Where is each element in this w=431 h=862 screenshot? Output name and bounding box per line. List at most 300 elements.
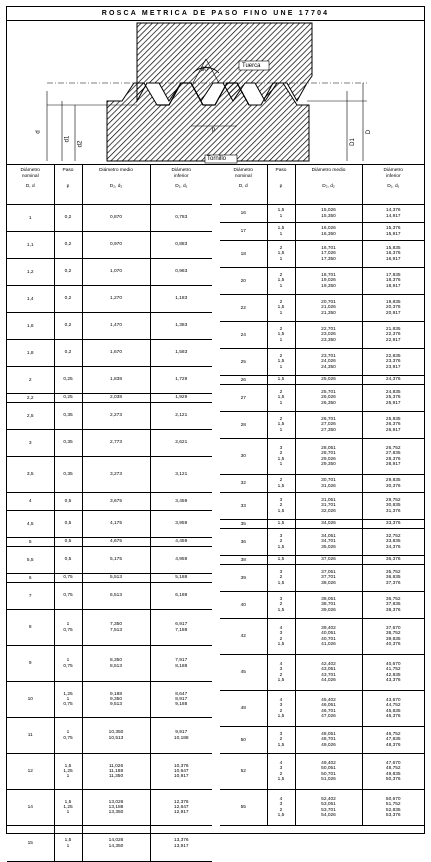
nominal-diameter-cell: 28 [220,412,267,439]
cell-value: 1,5 [64,763,72,769]
header-text: nominal [234,174,252,179]
nominal-diameter-cell: 7 [7,583,54,610]
cell-value: 19,026 [321,278,336,284]
table-row [220,565,424,592]
nominal-diameter-cell: 2,5 [7,403,54,430]
cell-value: 3 [279,570,283,576]
cell-value: 13,350 [108,810,124,816]
cell-value: 9,917 [175,730,188,736]
cell-value: 9,350 [109,696,122,702]
minor-diameter-cell [362,205,424,223]
cell-value: 10,376 [173,763,189,769]
cell-value: 22,835 [385,354,401,360]
pitch-cell [267,655,295,691]
cell-value: 13,026 [108,799,124,805]
mean-diameter-cell [82,511,150,538]
cell-value: 1,5 [277,305,285,311]
angle-label: 60° [201,67,211,73]
header-text: inferior [385,174,401,179]
cell-value: 1,270 [109,296,122,302]
mean-diameter-cell [295,295,362,322]
minor-diameter-cell [150,754,212,790]
minor-diameter-cell [362,349,424,376]
cell-value: 44,026 [321,677,336,683]
cell-value: 46,752 [385,732,401,738]
cell-value: 3 [279,667,283,673]
cell-value: 4,675 [109,539,122,545]
minor-diameter-cell [150,610,212,646]
cell-value: 11,188 [108,768,124,774]
label-p: p [212,127,216,133]
cell-value: 21,835 [385,327,401,333]
nominal-diameter-cell: 17 [220,223,267,241]
cell-value: 2 [279,417,283,423]
minor-diameter-cell [362,295,424,322]
cell-value: 8,513 [109,663,122,669]
cell-value: 12,917 [173,810,189,816]
mean-diameter-cell [295,241,362,268]
header-text: D₁, d₁ [175,184,188,189]
label-D: D [366,129,373,135]
cell-value: 3 [279,703,283,709]
mean-diameter-cell [82,313,150,340]
mean-diameter-cell [295,475,362,493]
nominal-diameter-cell: 12 [7,754,54,790]
cell-value: 34,701 [321,539,336,545]
cell-value: 2 [279,273,283,279]
table-row [220,385,424,412]
cell-value: 25,026 [321,377,336,383]
cell-value: 44,752 [385,703,401,709]
nominal-diameter-cell: 38 [220,556,267,565]
cell-value: 25,376 [385,395,401,401]
nominal-diameter-cell: 42 [220,619,267,655]
header-text: Diámetro medio [99,168,133,173]
minor-diameter-cell [362,790,424,826]
table-row [7,826,212,862]
table-row [7,754,212,790]
table-row [7,790,212,826]
cell-value: 1,5 [277,332,285,338]
cell-value: 3,675 [109,498,122,504]
cell-value: 1,25 [63,768,73,774]
minor-diameter-cell [362,439,424,475]
cell-value: 10,647 [173,768,189,774]
pitch-cell [267,475,295,493]
mean-diameter-cell [82,574,150,583]
minor-diameter-cell [150,583,212,610]
cell-value: 37,835 [385,602,401,608]
cell-value: 40,051 [321,631,336,637]
pitch-cell [267,241,295,268]
cell-value: 46,051 [321,703,336,709]
cell-value: 27,835 [385,451,401,457]
cell-value: 2 [279,807,283,813]
cell-value: 2 [279,503,283,509]
nominal-diameter-cell: 36 [220,529,267,556]
pitch-cell [267,592,295,619]
cell-value: 49,835 [385,771,401,777]
mean-diameter-cell [82,790,150,826]
cell-value: 2 [279,390,283,396]
header-text: Diámetro [233,168,253,173]
cell-value: 22,917 [385,337,401,343]
cell-value: 9,188 [109,691,122,697]
pitch-cell [54,718,82,754]
table-row [7,205,212,232]
cell-value: 51,752 [385,802,401,808]
mean-diameter-cell [82,754,150,790]
cell-value: 28,051 [321,446,336,452]
cell-value: 53,701 [321,807,336,813]
cell-value: 50,701 [321,771,336,777]
cell-value: 48,376 [385,742,401,748]
nominal-diameter-cell: 10 [7,682,54,718]
cell-value: 1,5 [277,557,285,563]
cell-value: 40,670 [385,662,401,668]
cell-value: 1,383 [175,323,188,329]
nominal-diameter-cell: 20 [220,268,267,295]
cell-value: 16,376 [385,251,401,257]
nominal-diameter-cell: 2,2 [7,394,54,403]
nominal-diameter-cell: 4,5 [7,511,54,538]
table-row [220,493,424,520]
minor-diameter-cell [362,727,424,754]
cell-value: 23,350 [321,337,336,343]
cell-value: 52,835 [385,807,401,813]
nominal-diameter-cell: 33 [220,493,267,520]
cell-value: 6,513 [109,593,122,599]
nominal-diameter-cell: 15 [7,826,54,862]
minor-diameter-cell [150,547,212,574]
cell-value: 2 [279,327,283,333]
label-d: d [35,130,42,134]
label-D1: D1 [349,138,356,146]
cell-value: 38,026 [321,580,336,586]
cell-value: 23,701 [321,354,336,360]
cell-value: 38,376 [385,607,401,613]
pitch-cell [54,259,82,286]
cell-value: 0,5 [64,557,72,563]
cell-value: 20,917 [385,310,401,316]
table-row [7,430,212,457]
mean-diameter-cell [295,754,362,790]
cell-value: 49,026 [321,742,336,748]
nominal-diameter-cell: 4 [7,493,54,511]
table-row [7,340,212,367]
nominal-diameter-cell: 52 [220,754,267,790]
mean-diameter-cell [295,322,362,349]
thread-profile-diagram [7,21,424,165]
table-row [220,376,424,385]
mean-diameter-cell [295,565,362,592]
pitch-cell [267,268,295,295]
table-row [7,718,212,754]
cell-value: 1 [66,658,70,664]
nominal-diameter-cell: 26 [220,376,267,385]
pitch-cell [54,340,82,367]
cell-value: 1,729 [175,377,188,383]
table-row [7,232,212,259]
pitch-cell [267,565,295,592]
cell-value: 2,273 [109,413,122,419]
minor-diameter-cell [150,457,212,493]
minor-diameter-cell [362,691,424,727]
mean-diameter-cell [295,520,362,529]
table-row [7,286,212,313]
mean-diameter-cell [295,727,362,754]
cell-value: 26,350 [321,400,336,406]
nominal-diameter-cell: 14 [7,790,54,826]
cell-value: 50,051 [321,766,336,772]
cell-value: 32,752 [385,534,401,540]
cell-value: 1 [66,622,70,628]
cell-value: 1,5 [277,742,285,748]
cell-value: 35,752 [385,570,401,576]
minor-diameter-cell [150,826,212,862]
cell-value: 54,026 [321,812,336,818]
cell-value: 2 [279,246,283,252]
table-row [220,790,424,826]
cell-value: 1,5 [277,544,285,550]
cell-value: 2,621 [175,440,188,446]
nominal-diameter-cell: 16 [220,205,267,223]
pitch-cell [267,376,295,385]
nominal-diameter-cell: 1,6 [7,313,54,340]
minor-diameter-cell [150,259,212,286]
nominal-diameter-cell: 9 [7,646,54,682]
header-mean-diameter [295,165,362,205]
nominal-diameter-cell: 30 [220,439,267,475]
pitch-cell [54,313,82,340]
cell-value: 4 [279,797,283,803]
cell-value: 0,35 [63,440,73,446]
pitch-cell [54,511,82,538]
cell-value: 2 [279,539,283,545]
table-row [7,313,212,340]
cell-value: 53,376 [385,812,401,818]
cell-value: 1 [279,427,283,433]
cell-value: 25,701 [321,390,336,396]
cell-value: 31,026 [321,483,336,489]
nominal-diameter-cell: 1 [7,205,54,232]
cell-value: 1 [66,774,70,780]
table-row [220,691,424,727]
cell-value: 3 [279,802,283,808]
cell-value: 30,835 [385,503,401,509]
table-row [7,646,212,682]
minor-diameter-cell [362,556,424,565]
cell-value: 5,188 [175,575,188,581]
pitch-cell [267,754,295,790]
mean-diameter-cell [82,682,150,718]
header-pitch [54,165,82,205]
header-mean-diameter [82,165,150,205]
cell-value: 4 [279,698,283,704]
cell-value: 14,917 [385,213,401,219]
cell-value: 26,026 [321,395,336,401]
cell-value: 37,670 [385,626,401,632]
minor-diameter-cell [362,592,424,619]
minor-diameter-cell [150,493,212,511]
cell-value: 2 [279,451,283,457]
cell-value: 28,376 [385,456,401,462]
pitch-cell [54,790,82,826]
nominal-diameter-cell: 39 [220,565,267,592]
cell-value: 0,2 [64,242,72,248]
minor-diameter-cell [362,385,424,412]
table-row [7,610,212,646]
minor-diameter-cell [150,340,212,367]
cell-value: 1 [66,730,70,736]
pitch-cell [54,646,82,682]
table-row [220,754,424,790]
cell-value: 10,917 [173,774,189,780]
cell-value: 1,070 [109,269,122,275]
cell-value: 18,917 [385,283,401,289]
minor-diameter-cell [150,646,212,682]
cell-value: 8,188 [175,663,188,669]
cell-value: 1,5 [277,713,285,719]
pitch-cell [267,322,295,349]
header-text: Diámetro [383,168,403,173]
mean-diameter-cell [295,439,362,475]
cell-value: 28,701 [321,451,336,457]
cell-value: 7,513 [109,627,122,633]
cell-value: 1,929 [175,395,188,401]
pitch-cell [54,826,82,862]
cell-value: 1,5 [277,641,285,647]
pitch-cell [267,439,295,475]
cell-value: 37,701 [321,575,336,581]
cell-value: 3,273 [109,471,122,477]
cell-value: 1 [279,400,283,406]
cell-value: 39,026 [321,607,336,613]
cell-value: 50,376 [385,776,401,782]
cell-value: 4,959 [175,557,188,563]
cell-value: 3 [279,446,283,452]
cell-value: 1,5 [277,226,285,232]
cell-value: 5,175 [109,557,122,563]
minor-diameter-cell [362,619,424,655]
cell-value: 38,051 [321,597,336,603]
mean-diameter-cell [82,718,150,754]
cell-value: 1,5 [277,580,285,586]
minor-diameter-cell [362,322,424,349]
cell-value: 3,959 [175,521,188,527]
table-row [7,367,212,394]
minor-diameter-cell [150,790,212,826]
cell-value: 38,752 [385,631,401,637]
cell-value: 43,051 [321,667,336,673]
cell-value: 1 [279,256,283,262]
cell-value: 0,783 [175,215,188,221]
thread-profile-drawing [7,21,424,164]
cell-value: 3 [279,498,283,504]
table-row [7,394,212,403]
cell-value: 28,917 [385,461,401,467]
nominal-diameter-cell: 45 [220,655,267,691]
table-row [7,574,212,583]
cell-value: 15,917 [385,231,401,237]
cell-value: 2 [279,737,283,743]
cell-value: 29,350 [321,461,336,467]
cell-value: 1,25 [63,691,73,697]
cell-value: 29,026 [321,456,336,462]
pitch-cell [54,574,82,583]
cell-value: 16,917 [385,256,401,262]
cell-value: 1,5 [277,456,285,462]
mean-diameter-cell [82,493,150,511]
nominal-diameter-cell: 1,1 [7,232,54,259]
cell-value: 4,175 [109,521,122,527]
mean-diameter-cell [82,286,150,313]
cell-value: 49,402 [321,761,336,767]
minor-diameter-cell [362,475,424,493]
cell-value: 20,701 [321,300,336,306]
pitch-cell [54,493,82,511]
minor-diameter-cell [150,511,212,538]
cell-value: 1,838 [109,377,122,383]
mean-diameter-cell [295,376,362,385]
cell-value: 36,376 [385,557,401,563]
header-pitch [267,165,295,205]
cell-value: 10,350 [108,730,124,736]
cell-value: 25,835 [385,417,401,423]
cell-value: 4 [279,626,283,632]
minor-diameter-cell [150,232,212,259]
cell-value: 1,25 [63,804,73,810]
cell-value: 7,188 [175,627,188,633]
cell-value: 1 [279,461,283,467]
page-title: ROSCA METRICA DE PASO FINO UNE 17704 [7,7,424,21]
cell-value: 33,835 [385,539,401,545]
mean-diameter-cell [295,529,362,556]
pitch-cell [267,520,295,529]
minor-diameter-cell [362,655,424,691]
table-row [220,619,424,655]
cell-value: 31,051 [321,498,336,504]
nominal-diameter-cell: 5 [7,538,54,547]
minor-diameter-cell [150,430,212,457]
cell-value: 52,402 [321,797,336,803]
cell-value: 0,2 [64,215,72,221]
cell-value: 14,376 [385,208,401,214]
cell-value: 48,051 [321,732,336,738]
cell-value: 6,188 [175,593,188,599]
nominal-diameter-cell: 6 [7,574,54,583]
pitch-cell [54,205,82,232]
cell-value: 3,459 [175,498,188,504]
cell-value: 2 [279,636,283,642]
table-row [7,493,212,511]
cell-value: 18,701 [321,273,336,279]
header-text: D₂, d₂ [109,184,123,189]
label-d1: d1 [64,135,71,143]
minor-diameter-cell [362,376,424,385]
cell-value: 23,917 [385,364,401,370]
minor-diameter-cell [362,241,424,268]
cell-value: 31,701 [321,503,336,509]
cell-value: 12,376 [173,799,189,805]
cell-value: 1,5 [277,251,285,257]
table-row [7,457,212,493]
pitch-cell [54,430,82,457]
minor-diameter-cell [362,412,424,439]
cell-value: 7,917 [175,658,188,664]
cell-value: 3 [279,732,283,738]
cell-value: 3 [279,597,283,603]
